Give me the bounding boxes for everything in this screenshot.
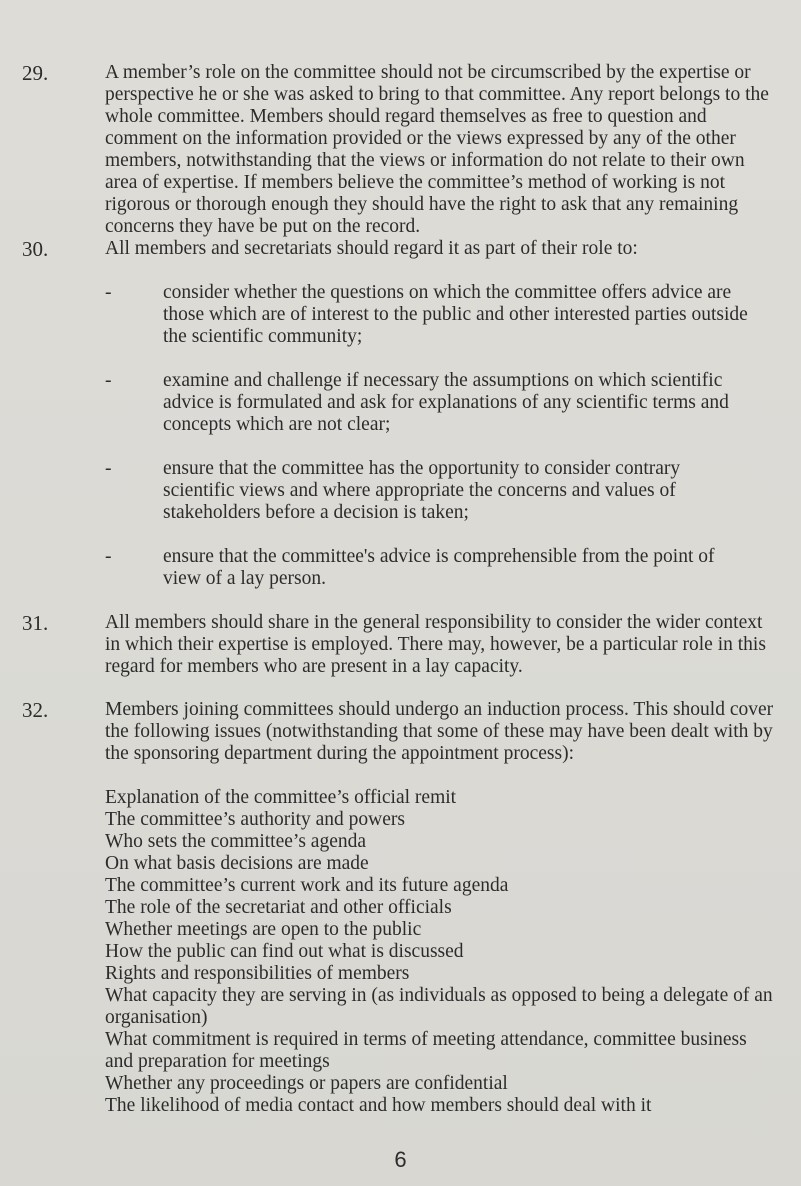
paragraph-text: All members and secretariats should regard it as part of their role to: (105, 238, 638, 259)
paragraph-number: 30. (22, 237, 49, 261)
bullet-dash: - (105, 546, 112, 567)
bullet-dash: - (105, 370, 112, 391)
list-item: Whether any proceedings or papers are confidential (105, 1073, 508, 1094)
bullet-text: consider whether the questions on which the committee offers advice are those which are of interest to the public and other interested parties outside the scientific community; (163, 282, 748, 347)
list-item: What capacity they are serving in (as individuals as opposed to being a delegate of an organisation) (105, 985, 773, 1028)
bullet-text: ensure that the committee's advice is comprehensible from the point of view of a lay person. (163, 546, 715, 589)
list-item: Who sets the committee’s agenda (105, 831, 367, 852)
list-item: The likelihood of media contact and how members should deal with it (105, 1095, 652, 1116)
list-item: The committee’s authority and powers (105, 809, 406, 830)
list-item: Whether meetings are open to the public (105, 919, 422, 940)
induction-topics-list (105, 787, 775, 1117)
list-item: Explanation of the committee’s official remit (105, 787, 457, 808)
bullet-dash: - (105, 458, 112, 479)
paragraph-number: 31. (22, 611, 49, 635)
list-item: The committee’s current work and its future agenda (105, 875, 509, 896)
bullet-dash: - (105, 282, 112, 303)
paragraph-text: Members joining committees should undergo an induction process. This should cover the following issues (notwithstanding that some of these may have been dealt with by the sponsoring department during the appointment process): (105, 699, 774, 764)
list-item: What commitment is required in terms of meeting attendance, committee business and preparation for meetings (105, 1029, 747, 1072)
list-item: The role of the secretariat and other officials (105, 897, 452, 918)
paragraph-number: 29. (22, 61, 49, 85)
paragraph-number: 32. (22, 698, 49, 722)
bullet-text: examine and challenge if necessary the assumptions on which scientific advice is formulated and ask for explanations of any scientific terms and concepts which are not clear; (163, 370, 729, 435)
list-item: Rights and responsibilities of members (105, 963, 410, 984)
paragraph-text: All members should share in the general responsibility to consider the wider context in which their expertise is employed. There may, however, be a particular role in this regard for members who are present in a lay capacity. (105, 612, 766, 677)
list-item: On what basis decisions are made (105, 853, 369, 874)
paragraph-text: A member’s role on the committee should not be circumscribed by the expertise or perspective he or she was asked to bring to that committee. Any report belongs to the whole committee. Members should regard themselves as free to question and comment on the information provided or the views expressed by any of the other members, notwithstanding that the views or information do not relate to their own area of expertise. If members believe the committee’s method of working is not rigorous or thorough enough they should have the right to ask that any remaining concerns they have be put on the record. (105, 62, 769, 237)
list-item: How the public can find out what is discussed (105, 941, 464, 962)
bullet-text: ensure that the committee has the opportunity to consider contrary scientific views and where appropriate the concerns and values of stakeholders before a decision is taken; (163, 458, 681, 523)
page-number: 6 (394, 1147, 407, 1172)
